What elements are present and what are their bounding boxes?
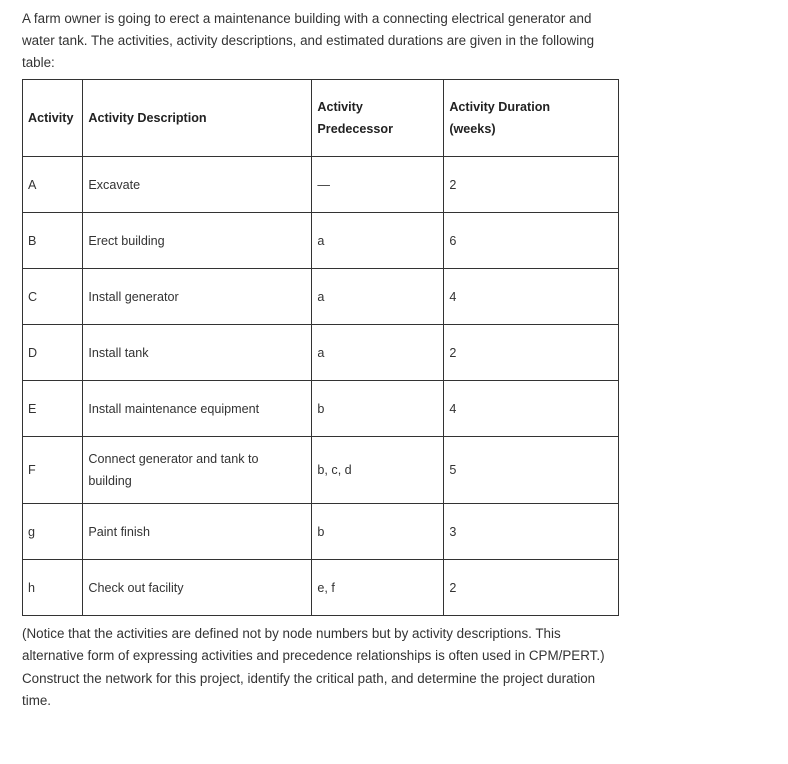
header-activity: Activity [23, 80, 83, 157]
activities-table [22, 79, 619, 616]
header-description: Activity Description [83, 80, 312, 157]
cell-activity: A [23, 157, 83, 213]
cell-description: Install tank [83, 325, 312, 381]
table-row [23, 213, 619, 269]
cell-description: Check out facility [83, 560, 312, 616]
cell-activity: g [23, 504, 83, 560]
cell-duration: 5 [444, 437, 619, 504]
table-row [23, 325, 619, 381]
cell-activity: E [23, 381, 83, 437]
cell-predecessor: — [312, 157, 444, 213]
problem-content [22, 8, 622, 713]
cell-predecessor: a [312, 213, 444, 269]
table-row [23, 560, 619, 616]
table-header-row [23, 80, 619, 157]
table-row [23, 504, 619, 560]
cell-predecessor: a [312, 269, 444, 325]
cell-predecessor: b, c, d [312, 437, 444, 504]
cell-duration: 3 [444, 504, 619, 560]
cell-duration: 6 [444, 213, 619, 269]
cell-predecessor: b [312, 381, 444, 437]
cell-duration: 4 [444, 269, 619, 325]
cell-description: Erect building [83, 213, 312, 269]
table-row [23, 381, 619, 437]
table-row [23, 157, 619, 213]
cell-predecessor: a [312, 325, 444, 381]
header-duration-label: Activity Duration (weeks) [449, 100, 551, 136]
cell-description [83, 437, 312, 504]
outro-paragraph: (Notice that the activities are defined not by node numbers but by activity descriptions. This alternative form of expressing activities and precedence relationships is often used in CPM/PERT.) Construct the network for this project, identify the critical path, and determine the project duration time. [22, 626, 605, 709]
cell-activity: F [23, 437, 83, 504]
cell-duration: 4 [444, 381, 619, 437]
cell-activity: D [23, 325, 83, 381]
cell-description-text: Connect generator and tank to building [88, 452, 259, 488]
cell-description: Excavate [83, 157, 312, 213]
cell-duration: 2 [444, 560, 619, 616]
cell-description: Install maintenance equipment [83, 381, 312, 437]
cell-predecessor: b [312, 504, 444, 560]
header-predecessor-label: Activity Predecessor [317, 100, 394, 136]
cell-duration: 2 [444, 325, 619, 381]
cell-activity: C [23, 269, 83, 325]
table-row [23, 269, 619, 325]
cell-description: Install generator [83, 269, 312, 325]
cell-duration: 2 [444, 157, 619, 213]
cell-description: Paint finish [83, 504, 312, 560]
cell-activity: h [23, 560, 83, 616]
header-duration [444, 80, 619, 157]
header-predecessor [312, 80, 444, 157]
table-row [23, 437, 619, 504]
cell-activity: B [23, 213, 83, 269]
intro-paragraph: A farm owner is going to erect a maintenance building with a connecting electrical generator and water tank. The activities, activity descriptions, and estimated durations are given in the following table: [22, 11, 595, 70]
cell-predecessor: e, f [312, 560, 444, 616]
